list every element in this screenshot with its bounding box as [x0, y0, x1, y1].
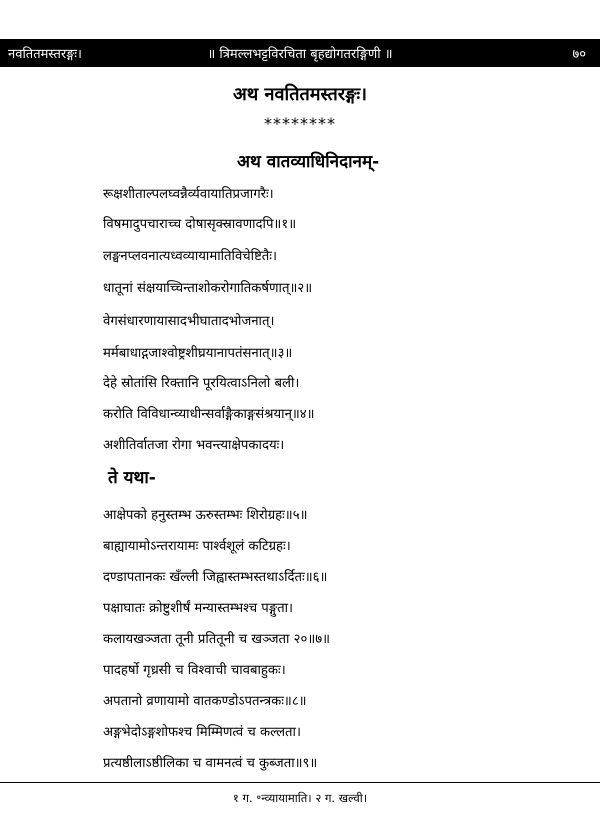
verse-line: करोति विविधान्व्याधीन्सर्वाङ्गैकाङ्गसंश्रयान्॥४॥	[103, 407, 315, 422]
verse-line: वेगसंधारणायासादभीघातादभोजनात्।	[103, 314, 275, 329]
running-header	[0, 39, 600, 67]
page-number: ७०	[572, 47, 586, 62]
header-chapter-label: नवतितमस्तरङ्गः।	[8, 47, 82, 62]
verse-line: आक्षेपको हनुस्तम्भ ऊरुस्तम्भः शिरोग्रहः॥५॥	[103, 508, 308, 523]
verse-line: अङ्गभेदोऽङ्गशोफश्च मिम्मिणत्वं च कल्लता।	[103, 725, 301, 740]
verse-line: पादहर्षो गृध्रसी च विश्वाची चावबाहुकः।	[103, 663, 286, 678]
verse-line: कलायखञ्जता तूनी प्रतितूनी च खञ्जता २०॥७॥	[103, 632, 330, 647]
verse-line: अपतानो व्रणायामो वातकण्डोऽपतन्त्रकः॥८॥	[103, 694, 307, 709]
header-book-title: ॥ त्रिमल्लभट्टविरचिता बृहद्योगतरङ्गिणी ॥	[207, 47, 393, 62]
verse-line: रूक्षशीताल्पलघ्वन्नैर्व्यवायातिप्रजागरैः।	[103, 187, 274, 202]
chapter-title: अथ नवतितमस्तरङ्गः।	[233, 84, 367, 105]
section-title-vatavyadhi: अथ वातव्याधिनिदानम्-	[237, 152, 380, 172]
ornament-stars: ********	[264, 114, 336, 133]
section-title-te-yatha: ते यथा-	[108, 468, 156, 488]
footnote: १ ग. ॰न्व्यायामाति। २ ग. खल्वी।	[232, 791, 368, 805]
verse-line: बाह्यायामोऽन्तरायामः पार्श्वशूलं कटिग्रहः।	[103, 539, 291, 554]
verse-line: पक्षाघातः क्रोष्टुशीर्षं मन्यास्तम्भश्च पङ्गुता।	[103, 601, 294, 616]
verse-line: धातूनां संक्षयाच्चिन्ताशोकरोगातिकर्षणात्॥२॥	[103, 281, 313, 296]
verse-line: देहे स्रोतांसि रिक्तानि पूरयित्वाऽनिलो बली।	[103, 376, 300, 391]
verse-line: मर्मबाधाद्गजाश्वोष्ट्रशीघ्रयानापतंसनात्॥३॥	[103, 346, 293, 361]
verse-line: अशीतिर्वातजा रोगा भवन्त्याक्षेपकादयः।	[103, 438, 285, 453]
verse-line: प्रत्यष्ठीलाऽष्ठीलिका च वामनत्वं च कुब्जता॥९॥	[103, 756, 318, 771]
footnote-divider	[0, 782, 600, 783]
verse-line: विषमादुपचाराच्च दोषासृक्स्रावणादपि॥१॥	[103, 217, 297, 232]
verse-line: लङ्घनप्लवनात्यध्वव्यायामातिविचेष्टितैः।	[103, 249, 277, 264]
verse-line: दण्डापतानकः खँल्ली जिह्वास्तम्भस्तथाऽर्दितः॥६॥	[103, 570, 328, 585]
